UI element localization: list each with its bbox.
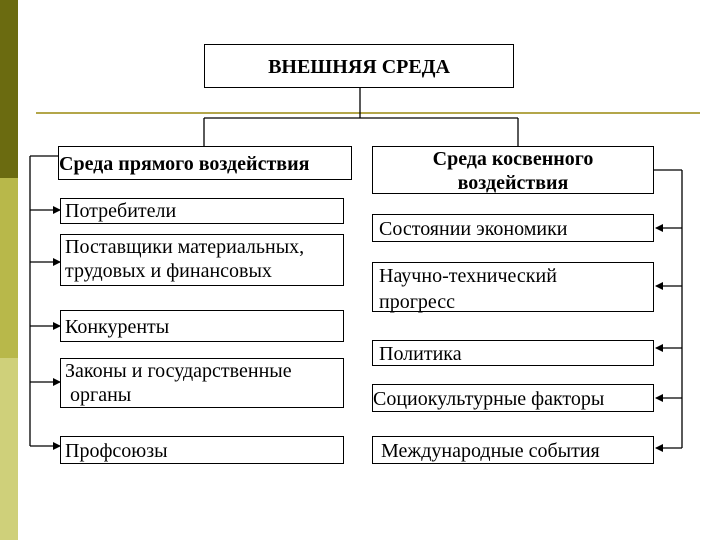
item-line: Конкуренты: [65, 316, 170, 338]
indirect-header-line-2: воздействия: [457, 172, 569, 194]
indirect-item-tech-progress: [372, 262, 654, 312]
indirect-item-politics: [372, 340, 654, 366]
item-line: Профсоюзы: [65, 440, 168, 462]
direct-item-consumers: [60, 198, 344, 224]
direct-item-suppliers: [60, 234, 344, 286]
item-line: Политика: [379, 343, 462, 365]
item-line: Потребители: [65, 200, 177, 222]
indirect-impact-header: [372, 146, 654, 194]
item-line: трудовых и финансовых: [65, 260, 272, 282]
indirect-item-international: [372, 436, 654, 464]
item-line: Поставщики материальных,: [65, 236, 305, 258]
direct-item-unions: [60, 436, 344, 464]
item-line: Научно-технический: [379, 265, 557, 287]
item-line: органы: [65, 384, 132, 406]
indirect-item-sociocultural: [372, 384, 654, 412]
item-line: Законы и государственные: [65, 360, 292, 382]
direct-item-competitors: [60, 310, 344, 342]
item-line: прогресс: [379, 291, 456, 313]
item-line: Социокультурные факторы: [373, 388, 605, 410]
indirect-item-economy: [372, 214, 654, 242]
direct-item-laws: [60, 358, 344, 408]
external-environment-title: ВНЕШНЯЯ СРЕДА: [204, 44, 514, 88]
direct-impact-header: Среда прямого воздействия: [58, 146, 352, 180]
item-line: Состоянии экономики: [379, 218, 568, 240]
indirect-header-line-1: Среда косвенного: [432, 148, 594, 170]
item-line: Международные события: [381, 440, 600, 462]
